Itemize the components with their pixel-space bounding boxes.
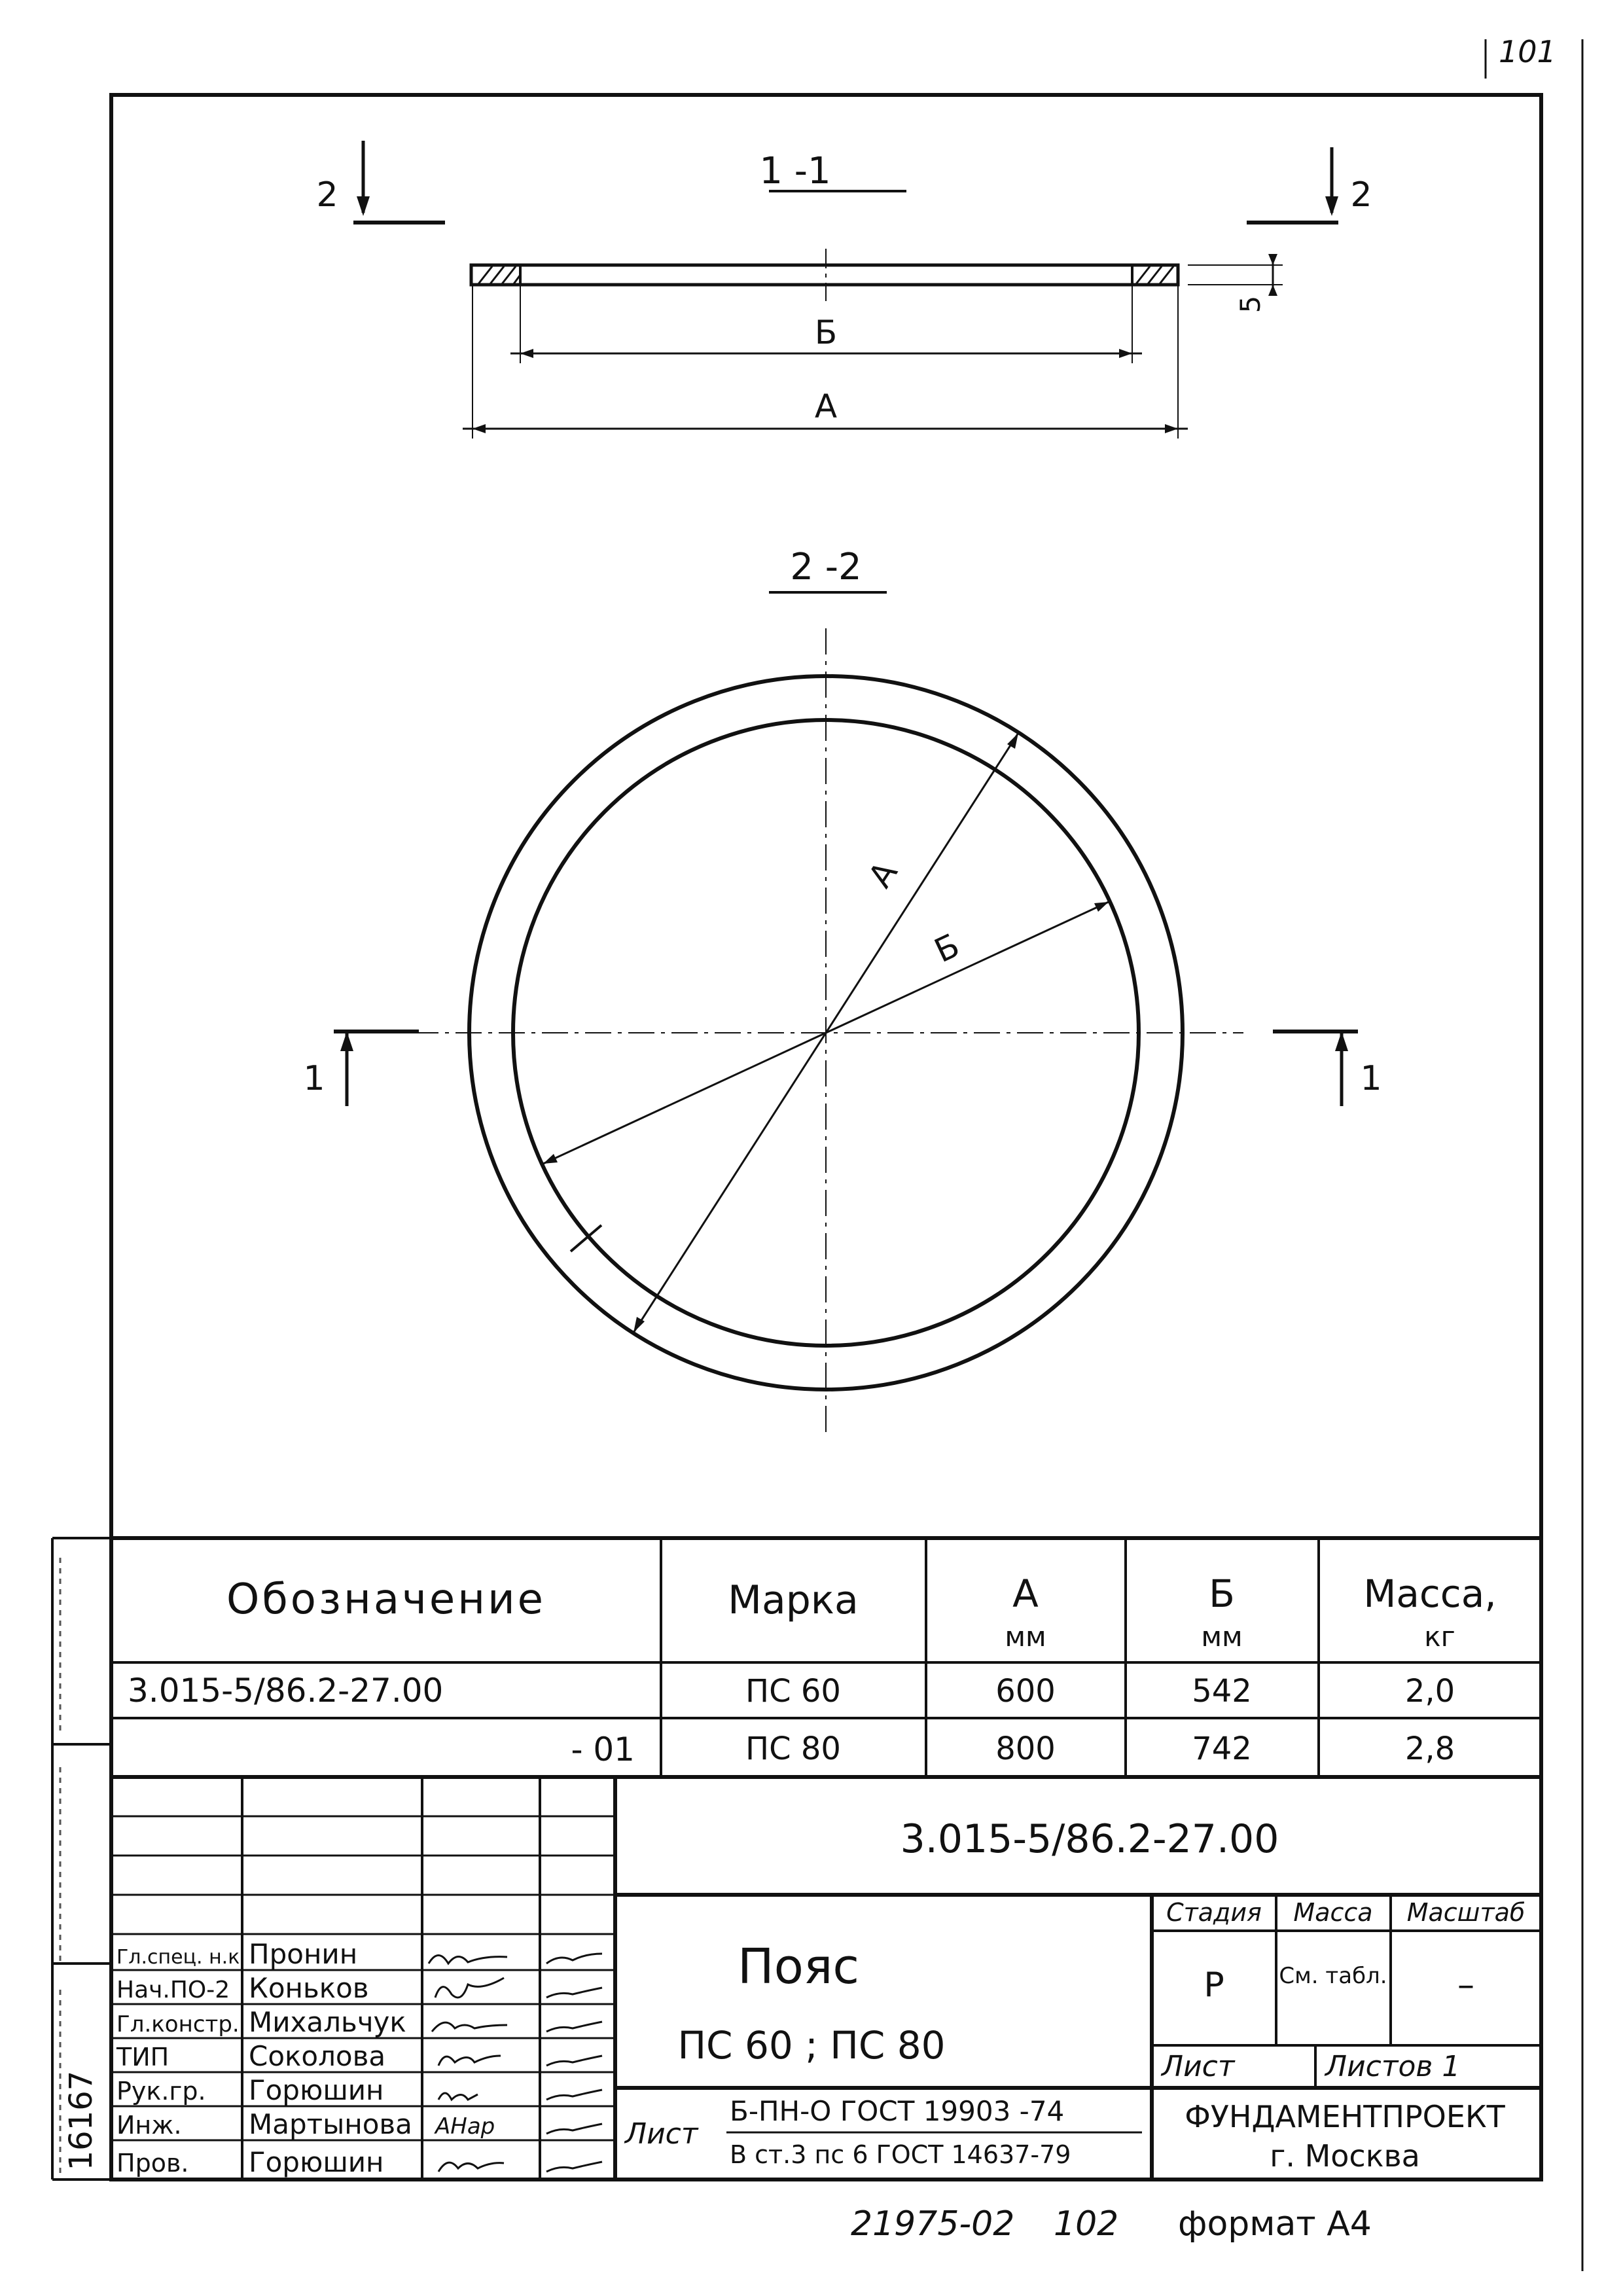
header-mass-unit: кг [1424, 1621, 1455, 1653]
hatch-left [478, 266, 520, 285]
header-b: Б [1209, 1571, 1235, 1616]
row-b: 542 [1192, 1673, 1252, 1710]
footer-format: формат А4 [1178, 2204, 1372, 2244]
organization: ФУНДАМЕНТПРОЕКТ [1185, 2099, 1505, 2134]
row-designation: - 01 [571, 1731, 635, 1768]
material-label: Лист [625, 2117, 698, 2151]
side-inventory-number: 16167 [63, 2070, 99, 2171]
staff-name: Михальчук [249, 2006, 406, 2038]
staff-list [116, 1938, 495, 2178]
dim-label-a-section: А [814, 387, 838, 425]
stage-label: Стадия [1166, 1898, 1262, 1927]
footer-page: 102 [1054, 2204, 1119, 2244]
cut-mark-2-right: 2 [1350, 175, 1372, 215]
row-designation: 3.015-5/86.2-27.00 [128, 1672, 444, 1710]
mass-label: Масса [1293, 1898, 1373, 1927]
staff-sign: АНар [435, 2113, 495, 2140]
staff-role: ТИП [116, 2043, 169, 2072]
mass-value: См. табл. [1279, 1963, 1387, 1989]
footer-code: 21975-02 [851, 2204, 1015, 2244]
sheets-label: Листов 1 [1325, 2050, 1461, 2083]
scale-label: Масштаб [1406, 1898, 1525, 1927]
row-a: 600 [995, 1673, 1056, 1710]
ring-profile [471, 265, 1178, 285]
staff-name: Мартынова [249, 2108, 412, 2140]
staff-role: Гл.спец. н.к [116, 1946, 240, 1969]
staff-name: Горюшин [249, 2146, 384, 2178]
title: Пояс [737, 1939, 860, 1995]
row-b: 742 [1192, 1731, 1252, 1767]
row-a: 800 [995, 1731, 1056, 1767]
hatch-right [1135, 266, 1173, 285]
scale-value: – [1457, 1965, 1474, 2005]
city: г. Москва [1270, 2138, 1420, 2174]
row-mark: ПС 80 [745, 1731, 841, 1767]
header-b-unit: мм [1201, 1621, 1243, 1653]
staff-name: Горюшин [249, 2074, 384, 2106]
header-mass: Масса, [1363, 1571, 1497, 1616]
header-a-unit: мм [1005, 1621, 1046, 1653]
dim-label-a-plan: А [861, 855, 905, 895]
sheet-label: Лист [1162, 2050, 1235, 2083]
section-1-title: 1 -1 [759, 150, 831, 192]
header-mark: Марка [728, 1577, 859, 1623]
cut-mark-1-right: 1 [1360, 1059, 1382, 1098]
staff-role: Инж. [116, 2111, 182, 2140]
staff-role: Рук.гр. [116, 2077, 206, 2106]
material-line-1: Б-ПН-О ГОСТ 19903 -74 [730, 2095, 1065, 2127]
page-number: 101 [1499, 34, 1556, 69]
row-mark: ПС 60 [745, 1673, 841, 1710]
staff-name: Соколова [249, 2040, 386, 2072]
cut-mark-2-left: 2 [316, 175, 338, 215]
section-2-title: 2 -2 [790, 546, 862, 588]
header-a: А [1012, 1571, 1039, 1616]
subtitle: ПС 60 ; ПС 80 [677, 2023, 946, 2068]
header-designation: Обозначение [226, 1575, 546, 1624]
staff-name: Коньков [249, 1972, 369, 2004]
cut-mark-1-left: 1 [303, 1059, 325, 1098]
staff-role: Пров. [116, 2149, 189, 2178]
stage-value: Р [1204, 1965, 1224, 2005]
doc-code: 3.015-5/86.2-27.00 [900, 1816, 1279, 1862]
dim-label-b-plan: Б [929, 926, 965, 971]
staff-role: Гл.констр. [116, 2011, 240, 2037]
material-line-2: В ст.3 пс 6 ГОСТ 14637-79 [730, 2140, 1071, 2169]
row-mass: 2,0 [1404, 1673, 1455, 1710]
dim-thickness: 5 [1234, 295, 1266, 314]
dim-label-b-section: Б [814, 314, 838, 351]
staff-name: Пронин [249, 1938, 358, 1970]
staff-role: Нач.ПО-2 [116, 1977, 230, 2003]
row-mass: 2,8 [1404, 1731, 1455, 1767]
